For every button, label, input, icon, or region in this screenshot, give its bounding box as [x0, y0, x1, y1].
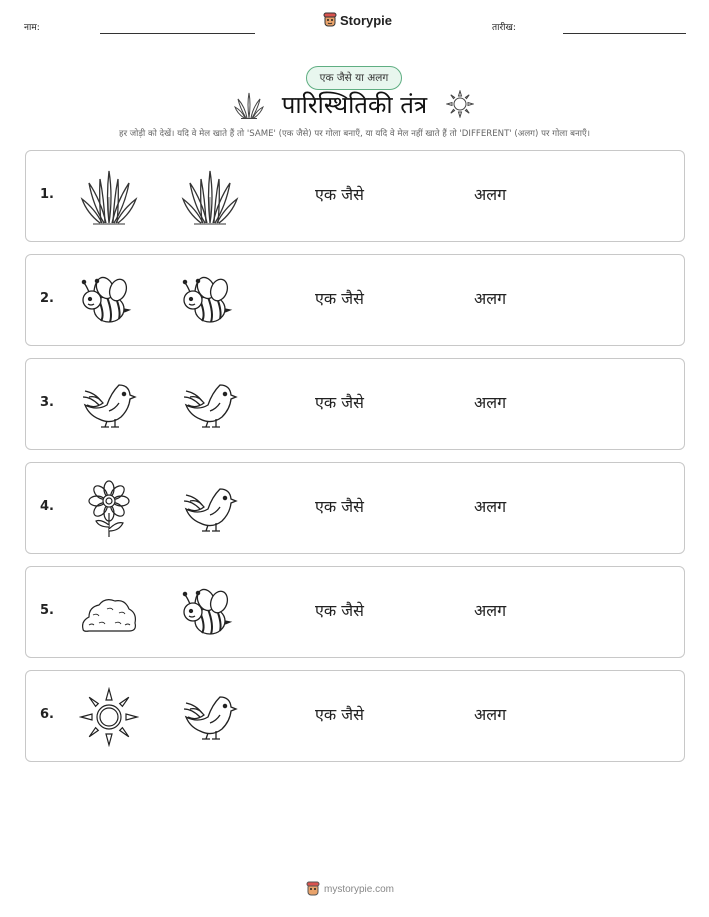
brand-name: Storypie: [340, 12, 393, 28]
worksheet-type-badge: एक जैसे या अलग: [306, 66, 402, 90]
same-option[interactable]: एक जैसे: [315, 185, 364, 204]
footer-website[interactable]: mystorypie.com: [324, 883, 395, 895]
bee-icon: [79, 271, 139, 331]
storypie-mascot-icon: [323, 12, 337, 28]
different-option[interactable]: अलग: [474, 289, 507, 308]
name-field-line[interactable]: [100, 33, 255, 34]
question-row-4: [25, 462, 685, 554]
question-row-1: [25, 150, 685, 242]
question-number: 3.: [40, 395, 54, 410]
same-option[interactable]: एक जैसे: [315, 497, 364, 516]
same-option[interactable]: एक जैसे: [315, 393, 364, 412]
sun-icon: [79, 687, 139, 747]
question-number: 6.: [40, 707, 54, 722]
question-row-5: [25, 566, 685, 658]
date-label: तारीख:: [492, 23, 516, 33]
different-option[interactable]: अलग: [474, 601, 507, 620]
flower-icon: [79, 479, 139, 539]
bird-icon: [79, 375, 139, 435]
same-option[interactable]: एक जैसे: [315, 601, 364, 620]
same-option[interactable]: एक जैसे: [315, 705, 364, 724]
grass-icon: [79, 167, 139, 227]
bird-icon: [180, 375, 240, 435]
brand-logo: [323, 12, 392, 28]
page-title: पारिस्थितिकी तंत्र: [281, 91, 428, 119]
same-option[interactable]: एक जैसे: [315, 289, 364, 308]
question-row-2: [25, 254, 685, 346]
bird-icon: [180, 479, 240, 539]
question-number: 1.: [40, 187, 54, 202]
question-number: 5.: [40, 603, 54, 618]
different-option[interactable]: अलग: [474, 497, 507, 516]
bee-icon: [180, 271, 240, 331]
different-option[interactable]: अलग: [474, 705, 507, 724]
date-field-line[interactable]: [563, 33, 686, 34]
question-number: 4.: [40, 499, 54, 514]
question-row-3: [25, 358, 685, 450]
soil-icon: [79, 583, 139, 643]
question-number: 2.: [40, 291, 54, 306]
footer: [306, 881, 394, 897]
bee-icon: [180, 583, 240, 643]
different-option[interactable]: अलग: [474, 393, 507, 412]
grass-icon: [180, 167, 240, 227]
sun-icon: [446, 90, 474, 118]
bird-icon: [180, 687, 240, 747]
different-option[interactable]: अलग: [474, 185, 507, 204]
instructions-text: हर जोड़ी को देखें। यदि वे मेल खाते हैं तो 'SAME' (एक जैसे) पर गोला बनाएँ, या यदि वे मेल नहीं खाते हैं तो 'DIFFERENT' (अलग) पर गोला बनाएँ।: [119, 129, 590, 139]
name-label: नाम:: [24, 23, 40, 33]
storypie-mascot-icon: [306, 881, 320, 897]
question-row-6: [25, 670, 685, 762]
